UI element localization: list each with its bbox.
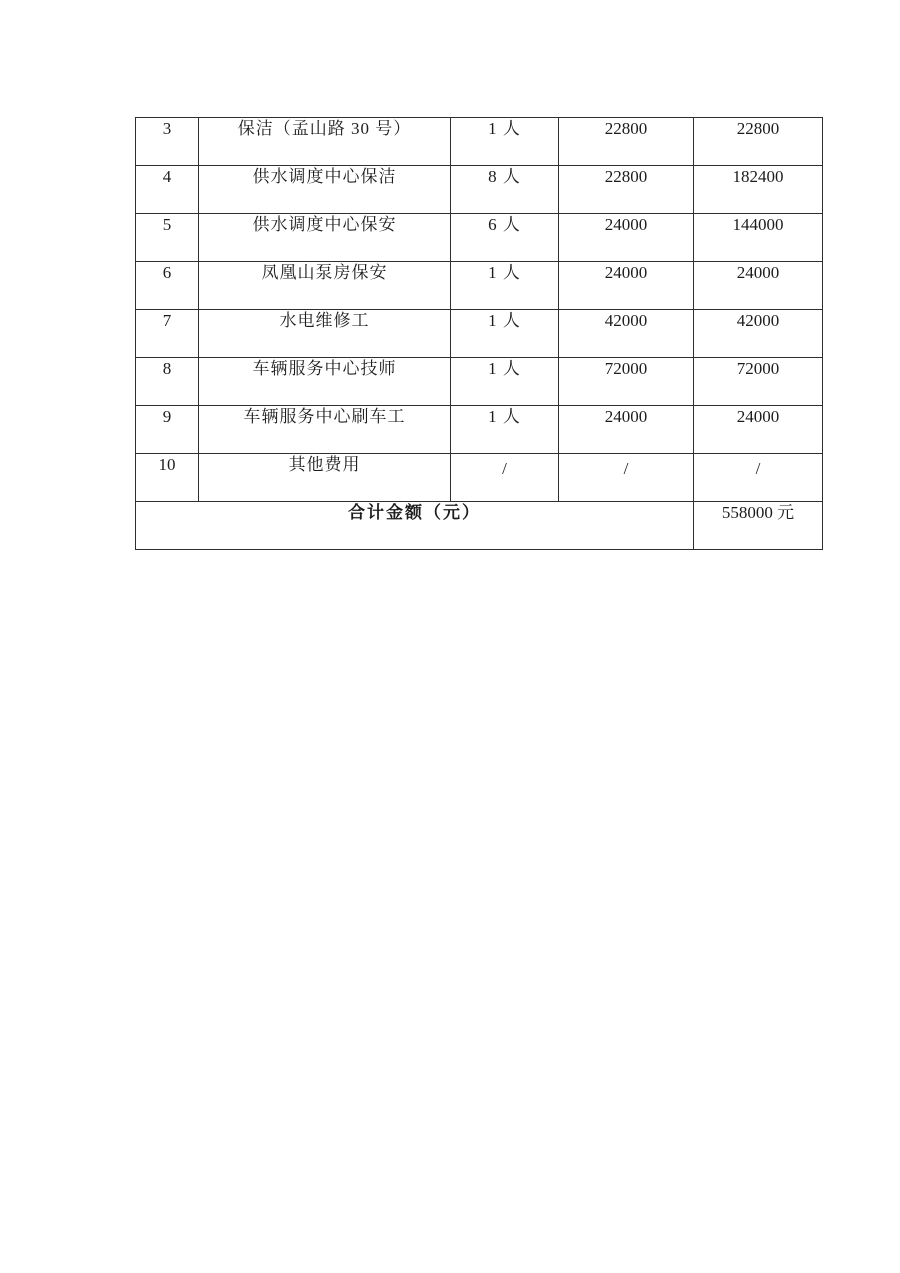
cost-table: [135, 117, 823, 550]
table-row: [136, 406, 823, 454]
unit-price-cell: 22800: [559, 166, 694, 214]
headcount-cell: /: [451, 454, 559, 502]
table-row: [136, 262, 823, 310]
table-row: [136, 310, 823, 358]
table-row: [136, 454, 823, 502]
item-name-cell: 供水调度中心保洁: [199, 166, 451, 214]
cost-table-body: [136, 118, 823, 550]
table-row: [136, 358, 823, 406]
amount-cell: 182400: [694, 166, 823, 214]
amount-cell: 22800: [694, 118, 823, 166]
headcount-cell: 6 人: [451, 214, 559, 262]
row-index-cell: 10: [136, 454, 199, 502]
item-name-cell: 车辆服务中心技师: [199, 358, 451, 406]
headcount-cell: 1 人: [451, 358, 559, 406]
summary-row: [136, 502, 823, 550]
unit-price-cell: 42000: [559, 310, 694, 358]
unit-price-cell: 24000: [559, 262, 694, 310]
table-row: [136, 214, 823, 262]
summary-value-cell: 558000 元: [694, 502, 823, 550]
unit-price-cell: /: [559, 454, 694, 502]
unit-price-cell: 22800: [559, 118, 694, 166]
headcount-cell: 1 人: [451, 118, 559, 166]
row-index-cell: 3: [136, 118, 199, 166]
headcount-cell: 1 人: [451, 262, 559, 310]
headcount-cell: 1 人: [451, 310, 559, 358]
amount-cell: 42000: [694, 310, 823, 358]
amount-cell: 144000: [694, 214, 823, 262]
row-index-cell: 6: [136, 262, 199, 310]
amount-cell: 72000: [694, 358, 823, 406]
headcount-cell: 8 人: [451, 166, 559, 214]
item-name-cell: 水电维修工: [199, 310, 451, 358]
summary-label-cell: 合计金额（元）: [136, 502, 694, 550]
table-row: [136, 118, 823, 166]
headcount-cell: 1 人: [451, 406, 559, 454]
row-index-cell: 9: [136, 406, 199, 454]
unit-price-cell: 24000: [559, 214, 694, 262]
row-index-cell: 8: [136, 358, 199, 406]
item-name-cell: 保洁（孟山路 30 号）: [199, 118, 451, 166]
table-row: [136, 166, 823, 214]
amount-cell: 24000: [694, 262, 823, 310]
item-name-cell: 供水调度中心保安: [199, 214, 451, 262]
item-name-cell: 车辆服务中心刷车工: [199, 406, 451, 454]
unit-price-cell: 72000: [559, 358, 694, 406]
item-name-cell: 其他费用: [199, 454, 451, 502]
item-name-cell: 凤凰山泵房保安: [199, 262, 451, 310]
row-index-cell: 4: [136, 166, 199, 214]
row-index-cell: 5: [136, 214, 199, 262]
row-index-cell: 7: [136, 310, 199, 358]
amount-cell: 24000: [694, 406, 823, 454]
amount-cell: /: [694, 454, 823, 502]
unit-price-cell: 24000: [559, 406, 694, 454]
